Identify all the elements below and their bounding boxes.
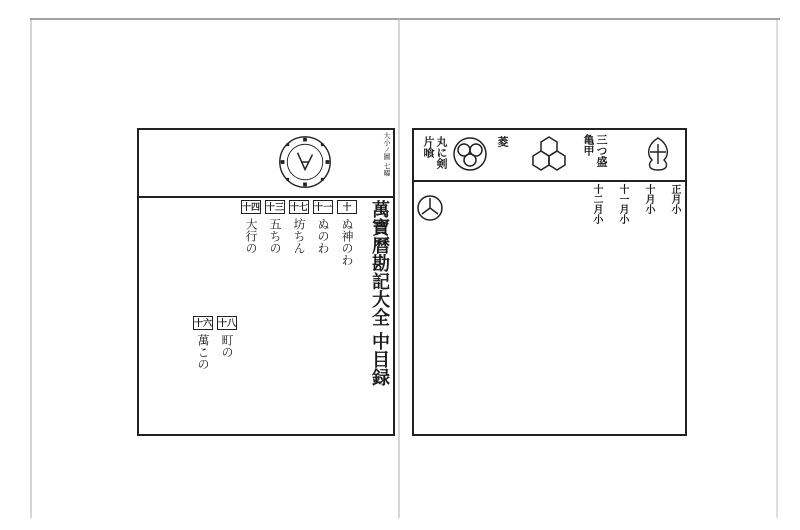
calendar-caption: 大小ノ圖 七曜 <box>383 132 391 177</box>
entry-text: 五ちの <box>268 218 282 254</box>
main-text-block <box>452 188 572 428</box>
entry-text: 坊ちん <box>292 218 306 254</box>
entry-text: 大行の <box>244 218 258 254</box>
crest-three-leaf-icon <box>452 136 488 172</box>
month-column <box>613 184 631 384</box>
calendar-column <box>249 132 259 192</box>
month-label: 十一月小 <box>617 184 628 224</box>
crest-label: 三つ盛亀甲 <box>582 134 608 167</box>
month-label: 正月小 <box>669 184 680 214</box>
entry-number: 十一 <box>313 200 333 214</box>
crest-circle-icon <box>416 194 444 222</box>
calendar-text-block <box>137 128 262 196</box>
left-page <box>137 128 395 436</box>
month-column <box>587 184 605 384</box>
entry-text: 町の <box>220 334 234 358</box>
month-label: 十月小 <box>643 184 654 214</box>
left-upper-panel <box>137 128 395 198</box>
month-column <box>639 184 657 384</box>
note-text-block <box>416 228 450 428</box>
month-list <box>578 184 683 384</box>
crest-tortoise-shell-icon <box>530 134 568 172</box>
scan-edge-top <box>30 18 780 20</box>
entry-text: ぬ神のわ <box>340 218 354 266</box>
right-page <box>412 128 687 436</box>
crest-row <box>412 128 687 182</box>
crest-label: 菱 <box>496 136 509 147</box>
contents-entries <box>141 200 361 432</box>
entry-text: ぬのわ <box>316 218 330 254</box>
crest-label: 丸に剣片喰 <box>422 136 448 169</box>
entry-number: 十七 <box>289 200 309 214</box>
scan-edge-right <box>776 18 778 518</box>
entry-number: 十四 <box>241 200 261 214</box>
entry-text: 萬この <box>196 334 210 370</box>
entry-number: 十六 <box>193 316 213 330</box>
book-title: 萬寶曆勘記大全 中目録 <box>369 200 390 387</box>
entry-number: 十三 <box>265 200 285 214</box>
entry-number: 十 <box>337 200 357 214</box>
crest-ornamental-icon <box>638 134 678 174</box>
month-label: 十二月小 <box>591 184 602 224</box>
book-gutter <box>398 18 400 518</box>
calendar-column <box>225 132 235 192</box>
calendar-column <box>237 132 247 192</box>
calendar-dial-icon <box>277 134 333 190</box>
scan-edge-left <box>30 18 32 518</box>
entry-number: 十八 <box>217 316 237 330</box>
month-column <box>665 184 683 384</box>
